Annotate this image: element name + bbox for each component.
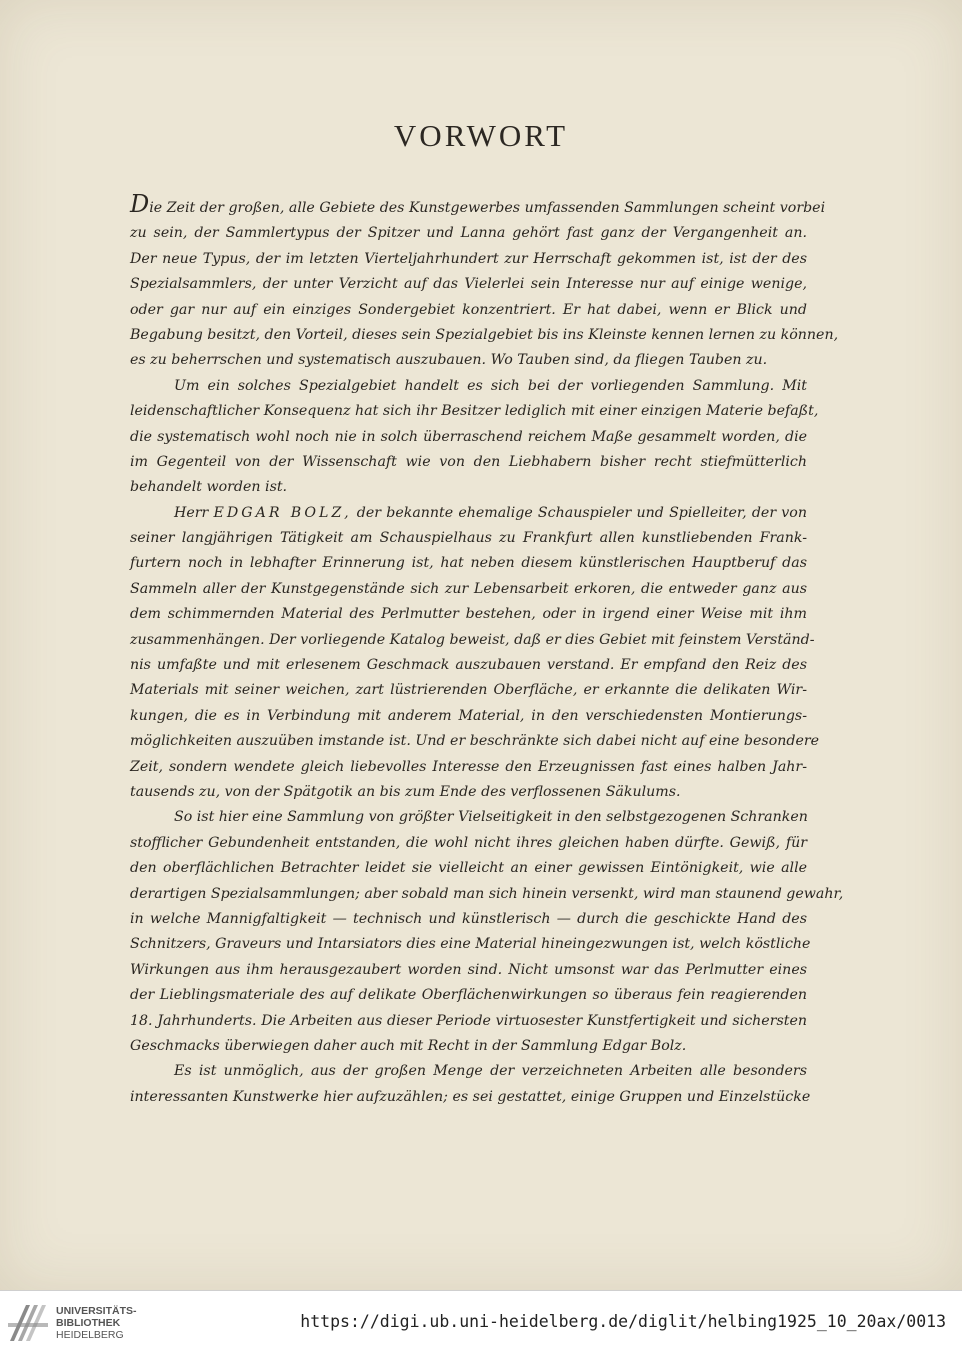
text-line: Materials mit seiner weichen, zart lüstrierenden Oberfläche, er erkannte die delikaten Wir-: [130, 682, 807, 699]
library-line: UNIVERSITÄTS-: [56, 1305, 137, 1317]
line-text: Herr: [174, 504, 209, 521]
text-line: zusammenhängen. Der vorliegende Katalog beweist, daß er dies Gebiet mit feinstem Verständ-: [130, 631, 815, 648]
text-line: tausends zu, von der Spätgotik an bis zum Ende des verflossenen Säkulums.: [130, 783, 681, 800]
text-line: dem schimmernden Material des Perlmutter bestehen, oder in irgend einer Weise mit ihm: [130, 606, 807, 623]
text-line: den oberflächlichen Betrachter leidet sie vielleicht an einer gewissen Eintönigkeit, wie alle: [130, 860, 807, 877]
text-line: in welche Mannigfaltigkeit — technisch und künstlerisch — durch die geschickte Hand des: [130, 910, 807, 927]
text-line: Schnitzers, Graveurs und Intarsiators dies eine Material hineingezwungen ist, welch köstliche: [130, 936, 811, 953]
line-text: ie Zeit der großen, alle Gebiete des Kunstgewerbes umfassenden Sammlungen scheint vorbei: [149, 200, 826, 216]
text-line: [130, 501, 807, 526]
page-title: VORWORT: [393, 118, 569, 153]
text-line: Zeit, sondern wendete gleich liebevolles Interesse den Erzeugnissen fast eines halben Jahr-: [130, 758, 807, 775]
drop-cap: D: [130, 190, 150, 218]
text-line: Um ein solches Spezialgebiet handelt es sich bei der vorliegenden Sammlung. Mit: [174, 377, 807, 394]
text-line: im Gegenteil von der Wissenschaft wie von den Liebhabern bisher recht stiefmütterlich: [130, 453, 807, 470]
text-line: oder gar nur auf ein einziges Sondergebiet konzentriert. Er hat dabei, wenn er Blick und: [130, 301, 807, 318]
text-line: [130, 190, 826, 221]
text-line: der Lieblingsmateriale des auf delikate Oberflächenwirkungen so überaus fein reagierenden: [130, 987, 807, 1004]
text-line: es zu beherrschen und systematisch auszubauen. Wo Tauben sind, da fliegen Tauben zu.: [130, 352, 768, 369]
text-line: seiner langjährigen Tätigkeit am Schauspielhaus zu Frankfurt allen kunstliebenden Frank-: [130, 530, 807, 547]
library-logo-icon: [6, 1301, 50, 1345]
page-url[interactable]: https://digi.ub.uni-heidelberg.de/diglit/helbing1925_10_20ax/0013: [300, 1312, 946, 1331]
text-line: möglichkeiten auszuüben imstande ist. Und er beschränkte sich dabei nicht auf eine besondere: [130, 733, 820, 750]
library-line: HEIDELBERG: [56, 1329, 124, 1341]
foreword-text: [130, 190, 844, 1110]
text-line: nis umfaßte und mit erlesenem Geschmack auszubauen verstand. Er empfand den Reiz des: [130, 657, 807, 674]
text-line: Wirkungen aus ihm herausgezaubert worden sind. Nicht umsonst war das Perlmutter eines: [130, 961, 807, 978]
text-line: kungen, die es in Verbindung mit anderem Material, in den verschiedensten Montierungs-: [130, 707, 807, 724]
text-line: stofflicher Gebundenheit entstanden, die wohl nicht ihres gleichen haben dürfte. Gewiß, für: [130, 834, 807, 851]
text-line: die systematisch wohl noch nie in solch überraschend reichem Maße gesammelt worden, die: [130, 428, 807, 445]
text-line: derartigen Spezialsammlungen; aber sobald man sich hinein versenkt, wird man staunend gewahr,: [130, 885, 844, 902]
text-line: behandelt worden ist.: [130, 479, 288, 496]
text-line: Begabung besitzt, den Vorteil, dieses sein Spezialgebiet bis ins Kleinste kennen lernen zu können,: [130, 326, 839, 343]
text-line: Der neue Typus, der im letzten Vierteljahrhundert zur Herrschaft gekommen ist, ist der des: [130, 250, 807, 267]
text-line: furtern noch in lebhafter Erinnerung ist, hat neben diesem künstlerischen Hauptberuf das: [130, 555, 807, 572]
text-line: zu sein, der Sammlertypus der Spitzer und Lanna gehört fast ganz der Vergangenheit an.: [130, 225, 807, 242]
text-line: So ist hier eine Sammlung von größter Vielseitigkeit in den selbstgezogenen Schranken: [174, 809, 808, 826]
line-text: der bekannte ehemalige Schauspieler und Spielleiter, der von: [356, 504, 807, 521]
text-line: Spezialsammlers, der unter Verzicht auf das Vielerlei sein Interesse nur auf einige wenige,: [130, 276, 807, 293]
text-line: Sammeln aller der Kunstgegenstände sich zur Lebensarbeit erkoren, die entweder ganz aus: [130, 580, 807, 597]
viewer-footer: [0, 1290, 962, 1359]
text-line: Geschmacks überwiegen daher auch mit Recht in der Sammlung Edgar Bolz.: [130, 1037, 687, 1054]
text-line: 18. Jahrhunderts. Die Arbeiten aus dieser Periode virtuosester Kunstfertigkeit und sichersten: [130, 1012, 807, 1029]
library-name: [56, 1305, 137, 1341]
text-line: interessanten Kunstwerke hier aufzuzählen; es sei gestattet, einige Gruppen und Einzelstücke: [130, 1088, 811, 1105]
collector-name: EDGAR BOLZ,: [213, 504, 352, 521]
library-line: BIBLIOTHEK: [56, 1317, 121, 1329]
text-line: leidenschaftlicher Konsequenz hat sich ihr Besitzer lediglich mit einer einzigen Materie befaßt,: [130, 403, 819, 420]
text-line: Es ist unmöglich, aus der großen Menge der verzeichneten Arbeiten alle besonders: [174, 1063, 807, 1080]
